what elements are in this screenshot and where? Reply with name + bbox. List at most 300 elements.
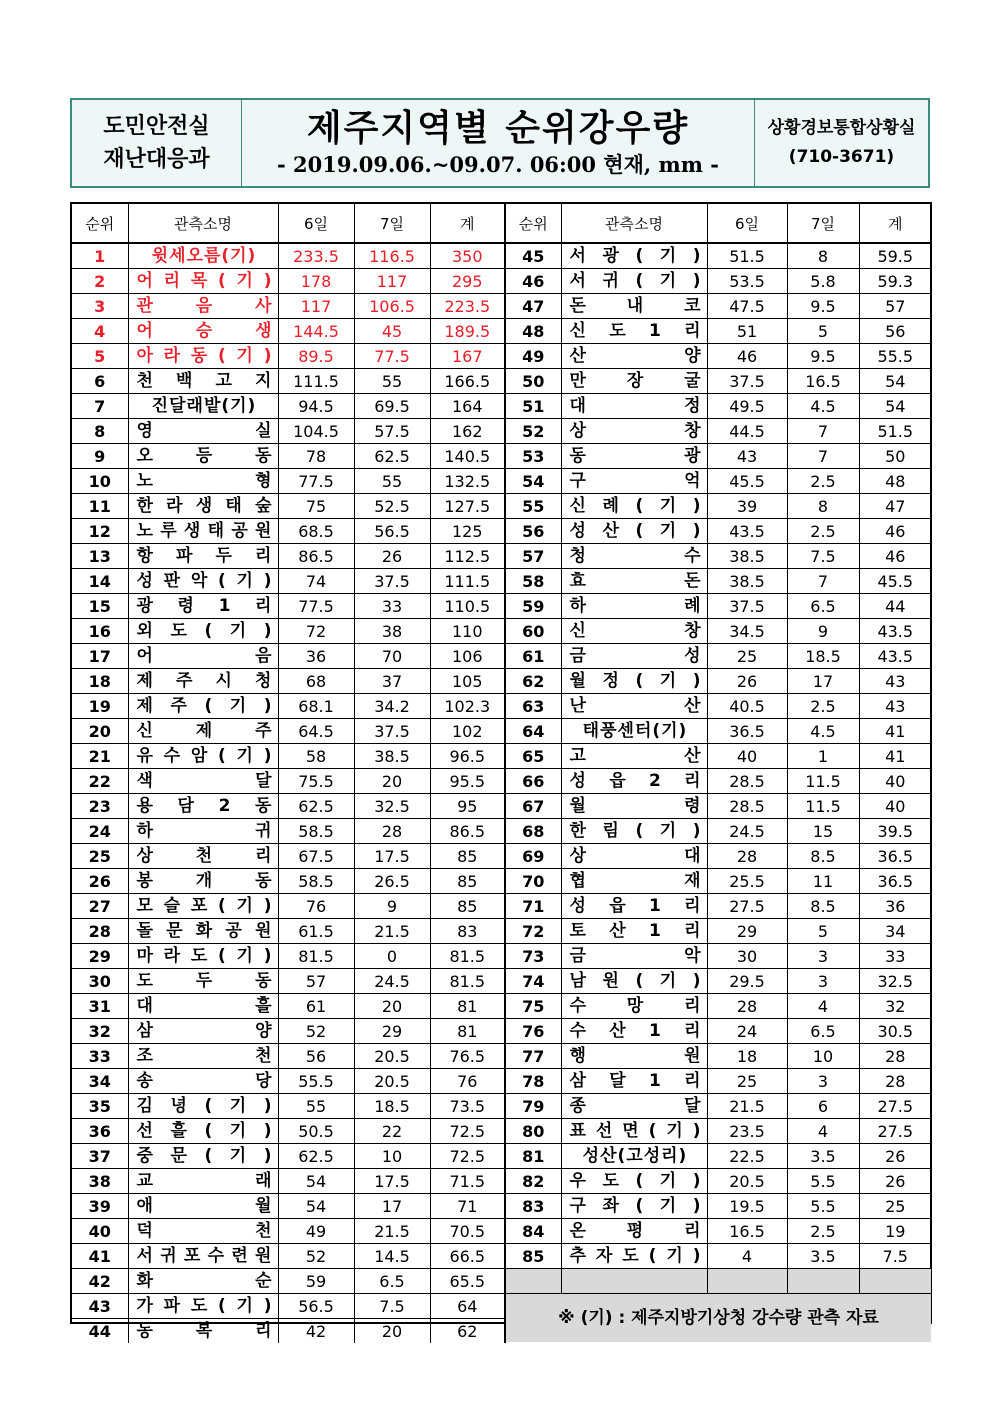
day6-value-cell: 72 xyxy=(278,619,354,644)
day7-value-cell: 7 xyxy=(787,569,859,594)
table-row xyxy=(72,1144,505,1169)
table-row xyxy=(72,569,505,594)
day6-value-cell: 34.5 xyxy=(707,619,787,644)
rank-cell: 44 xyxy=(72,1319,128,1344)
table-row xyxy=(72,1019,505,1044)
day6-value-cell: 38.5 xyxy=(707,569,787,594)
station-name-cell xyxy=(128,243,278,269)
station-name-cell xyxy=(128,619,278,644)
table-row xyxy=(72,619,505,644)
day6-value-cell: 62.5 xyxy=(278,794,354,819)
total-value-cell: 47 xyxy=(859,494,931,519)
blank-cell xyxy=(506,1269,561,1294)
day7-value-cell: 26.5 xyxy=(354,869,430,894)
day6-value-cell: 55.5 xyxy=(278,1069,354,1094)
day6-value-cell: 86.5 xyxy=(278,544,354,569)
day7-value-cell: 17 xyxy=(354,1194,430,1219)
table-row xyxy=(506,844,931,869)
day6-value-cell: 24 xyxy=(707,1019,787,1044)
station-name: 성산(고성리) xyxy=(582,1145,688,1166)
department-line1: 도민안전실 xyxy=(103,114,210,139)
station-name: 대 정 xyxy=(569,395,701,416)
rank-cell: 66 xyxy=(506,769,561,794)
station-name-cell xyxy=(128,344,278,369)
table-row xyxy=(506,1194,931,1219)
day6-value-cell: 54 xyxy=(278,1169,354,1194)
table-row xyxy=(506,869,931,894)
total-value-cell: 19 xyxy=(859,1219,931,1244)
station-name-cell xyxy=(561,794,707,819)
station-name-cell xyxy=(128,494,278,519)
station-name-cell xyxy=(128,319,278,344)
rank-cell: 73 xyxy=(506,944,561,969)
day6-value-cell: 77.5 xyxy=(278,469,354,494)
day7-value-cell: 2.5 xyxy=(787,519,859,544)
day7-value-cell: 10 xyxy=(787,1044,859,1069)
day7-value-cell: 21.5 xyxy=(354,919,430,944)
total-value-cell: 44 xyxy=(859,594,931,619)
station-name-cell xyxy=(561,1119,707,1144)
day7-value-cell: 38.5 xyxy=(354,744,430,769)
rank-cell: 12 xyxy=(72,519,128,544)
department-line2: 재난대응과 xyxy=(103,147,210,172)
total-value-cell: 127.5 xyxy=(430,494,505,519)
day6-value-cell: 56.5 xyxy=(278,1294,354,1319)
station-name: 금 악 xyxy=(569,945,701,966)
day6-value-cell: 45.5 xyxy=(707,469,787,494)
station-name: 돈 내 코 xyxy=(569,295,701,316)
rank-cell: 37 xyxy=(72,1144,128,1169)
total-value-cell: 81.5 xyxy=(430,969,505,994)
day7-value-cell: 2.5 xyxy=(787,1219,859,1244)
day7-value-cell: 0 xyxy=(354,944,430,969)
station-name: 신 창 xyxy=(569,620,701,641)
station-name-cell xyxy=(128,669,278,694)
table-row xyxy=(506,494,931,519)
day7-value-cell: 20 xyxy=(354,769,430,794)
station-name-cell xyxy=(561,1169,707,1194)
day7-value-cell: 7 xyxy=(787,444,859,469)
total-value-cell: 30.5 xyxy=(859,1019,931,1044)
day6-value-cell: 81.5 xyxy=(278,944,354,969)
station-name: 덕 천 xyxy=(136,1220,272,1241)
station-name-cell xyxy=(561,969,707,994)
station-name: 수 산 1 리 xyxy=(569,1020,701,1041)
day7-value-cell: 20.5 xyxy=(354,1044,430,1069)
column-header-station: 관측소명 xyxy=(561,204,707,243)
station-name: 제 주 시 청 xyxy=(136,670,272,691)
table-row xyxy=(72,1169,505,1194)
rank-cell: 17 xyxy=(72,644,128,669)
rank-cell: 18 xyxy=(72,669,128,694)
table-row xyxy=(506,544,931,569)
station-name: 마 라 도 ( 기 ) xyxy=(136,945,272,966)
day7-value-cell: 106.5 xyxy=(354,294,430,319)
day7-value-cell: 56.5 xyxy=(354,519,430,544)
rank-cell: 8 xyxy=(72,419,128,444)
day6-value-cell: 67.5 xyxy=(278,844,354,869)
day6-value-cell: 37.5 xyxy=(707,594,787,619)
station-name-cell xyxy=(128,719,278,744)
table-row xyxy=(72,444,505,469)
day6-value-cell: 40 xyxy=(707,744,787,769)
station-name: 김 녕 ( 기 ) xyxy=(136,1095,272,1116)
station-name: 효 돈 xyxy=(569,570,701,591)
day7-value-cell: 8 xyxy=(787,494,859,519)
table-row xyxy=(72,894,505,919)
day7-value-cell: 52.5 xyxy=(354,494,430,519)
column-header-station: 관측소명 xyxy=(128,204,278,243)
day7-value-cell: 34.2 xyxy=(354,694,430,719)
station-name-cell xyxy=(128,794,278,819)
table-row xyxy=(506,369,931,394)
column-header-rank: 순위 xyxy=(72,204,128,243)
table-row xyxy=(506,644,931,669)
day6-value-cell: 36 xyxy=(278,644,354,669)
day7-value-cell: 10 xyxy=(354,1144,430,1169)
total-value-cell: 102 xyxy=(430,719,505,744)
day7-value-cell: 3 xyxy=(787,944,859,969)
column-header-total: 계 xyxy=(859,204,931,243)
station-name: 상 대 xyxy=(569,845,701,866)
total-value-cell: 28 xyxy=(859,1069,931,1094)
table-row xyxy=(72,844,505,869)
total-value-cell: 45.5 xyxy=(859,569,931,594)
day6-value-cell: 49 xyxy=(278,1219,354,1244)
table-row xyxy=(72,869,505,894)
day7-value-cell: 4.5 xyxy=(787,394,859,419)
day6-value-cell: 28 xyxy=(707,844,787,869)
rank-cell: 14 xyxy=(72,569,128,594)
station-name: 동 복 리 xyxy=(136,1320,272,1341)
total-value-cell: 26 xyxy=(859,1144,931,1169)
station-name-cell xyxy=(561,1044,707,1069)
day7-value-cell: 4 xyxy=(787,1119,859,1144)
station-name: 하 례 xyxy=(569,595,701,616)
title-box xyxy=(242,100,755,186)
station-name: 노 형 xyxy=(136,470,272,491)
day6-value-cell: 56 xyxy=(278,1044,354,1069)
day6-value-cell: 75.5 xyxy=(278,769,354,794)
table-row xyxy=(506,894,931,919)
day6-value-cell: 43.5 xyxy=(707,519,787,544)
table-row xyxy=(506,944,931,969)
rainfall-table-left xyxy=(72,204,506,1343)
day6-value-cell: 61 xyxy=(278,994,354,1019)
column-header-day7: 7일 xyxy=(787,204,859,243)
total-value-cell: 43 xyxy=(859,669,931,694)
station-name: 대 흘 xyxy=(136,995,272,1016)
rank-cell: 53 xyxy=(506,444,561,469)
rank-cell: 46 xyxy=(506,269,561,294)
rank-cell: 20 xyxy=(72,719,128,744)
rank-cell: 35 xyxy=(72,1094,128,1119)
table-row xyxy=(72,1219,505,1244)
rank-cell: 57 xyxy=(506,544,561,569)
rank-cell: 7 xyxy=(72,394,128,419)
station-name: 한 라 생 태 숲 xyxy=(136,495,272,516)
day6-value-cell: 24.5 xyxy=(707,819,787,844)
station-name-cell xyxy=(561,894,707,919)
footnote-row xyxy=(506,1294,931,1343)
day6-value-cell: 53.5 xyxy=(707,269,787,294)
day7-value-cell: 38 xyxy=(354,619,430,644)
blank-cell xyxy=(859,1269,931,1294)
total-value-cell: 140.5 xyxy=(430,444,505,469)
table-row xyxy=(506,694,931,719)
day7-value-cell: 32.5 xyxy=(354,794,430,819)
station-name-cell xyxy=(561,394,707,419)
station-name-cell xyxy=(561,319,707,344)
day6-value-cell: 43 xyxy=(707,444,787,469)
rank-cell: 55 xyxy=(506,494,561,519)
table-row xyxy=(506,769,931,794)
total-value-cell: 76.5 xyxy=(430,1044,505,1069)
day7-value-cell: 6.5 xyxy=(354,1269,430,1294)
rank-cell: 11 xyxy=(72,494,128,519)
rank-cell: 56 xyxy=(506,519,561,544)
station-name: 구 좌 ( 기 ) xyxy=(569,1195,701,1216)
table-row xyxy=(72,469,505,494)
contact-box xyxy=(755,100,928,186)
rank-cell: 48 xyxy=(506,319,561,344)
column-header-day7: 7일 xyxy=(354,204,430,243)
day7-value-cell: 37.5 xyxy=(354,569,430,594)
table-row xyxy=(506,1219,931,1244)
column-header-day6: 6일 xyxy=(707,204,787,243)
station-name-cell xyxy=(128,869,278,894)
rank-cell: 67 xyxy=(506,794,561,819)
rank-cell: 84 xyxy=(506,1219,561,1244)
station-name: 종 달 xyxy=(569,1095,701,1116)
day7-value-cell: 9.5 xyxy=(787,344,859,369)
day6-value-cell: 28.5 xyxy=(707,794,787,819)
day6-value-cell: 52 xyxy=(278,1019,354,1044)
day7-value-cell: 5 xyxy=(787,319,859,344)
day7-value-cell: 26 xyxy=(354,544,430,569)
station-name-cell xyxy=(561,1194,707,1219)
day6-value-cell: 25.5 xyxy=(707,869,787,894)
station-name-cell xyxy=(128,1044,278,1069)
day6-value-cell: 16.5 xyxy=(707,1219,787,1244)
day6-value-cell: 178 xyxy=(278,269,354,294)
table-row xyxy=(506,1119,931,1144)
day6-value-cell: 42 xyxy=(278,1319,354,1344)
station-name: 청 수 xyxy=(569,545,701,566)
station-name-cell xyxy=(128,969,278,994)
day7-value-cell: 2.5 xyxy=(787,469,859,494)
day7-value-cell: 55 xyxy=(354,369,430,394)
station-name: 신 도 1 리 xyxy=(569,320,701,341)
station-name: 우 도 ( 기 ) xyxy=(569,1170,701,1191)
table-row xyxy=(506,969,931,994)
station-name-cell xyxy=(128,1019,278,1044)
total-value-cell: 95 xyxy=(430,794,505,819)
day7-value-cell: 6 xyxy=(787,1094,859,1119)
rank-cell: 6 xyxy=(72,369,128,394)
rank-cell: 70 xyxy=(506,869,561,894)
total-value-cell: 102.3 xyxy=(430,694,505,719)
station-name: 만 장 굴 xyxy=(569,370,701,391)
day6-value-cell: 18 xyxy=(707,1044,787,1069)
day7-value-cell: 69.5 xyxy=(354,394,430,419)
rank-cell: 24 xyxy=(72,819,128,844)
station-name: 외 도 ( 기 ) xyxy=(136,620,272,641)
station-name-cell xyxy=(561,344,707,369)
station-name-cell xyxy=(561,243,707,269)
day7-value-cell: 9 xyxy=(787,619,859,644)
station-name-cell xyxy=(561,569,707,594)
station-name: 윗세오름(기) xyxy=(151,245,257,266)
day7-value-cell: 5.5 xyxy=(787,1169,859,1194)
station-name: 성 읍 2 리 xyxy=(569,770,701,791)
total-value-cell: 43.5 xyxy=(859,619,931,644)
station-name: 고 산 xyxy=(569,745,701,766)
total-value-cell: 81 xyxy=(430,994,505,1019)
station-name: 영 실 xyxy=(136,420,272,441)
total-value-cell: 85 xyxy=(430,869,505,894)
rank-cell: 51 xyxy=(506,394,561,419)
rank-cell: 31 xyxy=(72,994,128,1019)
day6-value-cell: 111.5 xyxy=(278,369,354,394)
station-name-cell xyxy=(561,519,707,544)
station-name: 봉 개 동 xyxy=(136,870,272,891)
day6-value-cell: 117 xyxy=(278,294,354,319)
table-row xyxy=(72,419,505,444)
station-name-cell xyxy=(128,469,278,494)
day6-value-cell: 29.5 xyxy=(707,969,787,994)
day6-value-cell: 28.5 xyxy=(707,769,787,794)
rank-cell: 64 xyxy=(506,719,561,744)
rank-cell: 40 xyxy=(72,1219,128,1244)
station-name: 모 슬 포 ( 기 ) xyxy=(136,895,272,916)
day6-value-cell: 61.5 xyxy=(278,919,354,944)
station-name: 구 억 xyxy=(569,470,701,491)
table-row xyxy=(506,919,931,944)
table-row xyxy=(506,1019,931,1044)
day6-value-cell: 62.5 xyxy=(278,1144,354,1169)
day7-value-cell: 11.5 xyxy=(787,769,859,794)
rank-cell: 33 xyxy=(72,1044,128,1069)
total-value-cell: 48 xyxy=(859,469,931,494)
station-name-cell xyxy=(561,544,707,569)
station-name: 토 산 1 리 xyxy=(569,920,701,941)
station-name: 금 성 xyxy=(569,645,701,666)
total-value-cell: 189.5 xyxy=(430,319,505,344)
day7-value-cell: 20 xyxy=(354,1319,430,1344)
total-value-cell: 43 xyxy=(859,694,931,719)
day6-value-cell: 21.5 xyxy=(707,1094,787,1119)
station-name-cell xyxy=(561,469,707,494)
rank-cell: 43 xyxy=(72,1294,128,1319)
station-name-cell xyxy=(128,1119,278,1144)
table-row xyxy=(72,1269,505,1294)
day7-value-cell: 7.5 xyxy=(787,544,859,569)
day6-value-cell: 68.1 xyxy=(278,694,354,719)
day7-value-cell: 3 xyxy=(787,1069,859,1094)
station-name: 조 천 xyxy=(136,1045,272,1066)
total-value-cell: 25 xyxy=(859,1194,931,1219)
office-phone: (710-3671) xyxy=(788,147,895,167)
table-row xyxy=(506,669,931,694)
station-name: 월 정 ( 기 ) xyxy=(569,670,701,691)
total-value-cell: 71.5 xyxy=(430,1169,505,1194)
day6-value-cell: 55 xyxy=(278,1094,354,1119)
station-name-cell xyxy=(128,769,278,794)
day7-value-cell: 7 xyxy=(787,419,859,444)
station-name-cell xyxy=(128,744,278,769)
day6-value-cell: 20.5 xyxy=(707,1169,787,1194)
total-value-cell: 86.5 xyxy=(430,819,505,844)
table-row xyxy=(506,994,931,1019)
table-row xyxy=(72,1119,505,1144)
station-name: 제 주 ( 기 ) xyxy=(136,695,272,716)
station-name-cell xyxy=(128,544,278,569)
total-value-cell: 73.5 xyxy=(430,1094,505,1119)
table-row xyxy=(506,319,931,344)
day6-value-cell: 46 xyxy=(707,344,787,369)
day7-value-cell: 4 xyxy=(787,994,859,1019)
station-name: 어 리 목 ( 기 ) xyxy=(136,270,272,291)
station-name: 월 령 xyxy=(569,795,701,816)
total-value-cell: 110 xyxy=(430,619,505,644)
total-value-cell: 166.5 xyxy=(430,369,505,394)
total-value-cell: 96.5 xyxy=(430,744,505,769)
day7-value-cell: 15 xyxy=(787,819,859,844)
day7-value-cell: 11 xyxy=(787,869,859,894)
total-value-cell: 59.3 xyxy=(859,269,931,294)
table-row xyxy=(72,794,505,819)
total-value-cell: 105 xyxy=(430,669,505,694)
station-name-cell xyxy=(561,819,707,844)
rank-cell: 54 xyxy=(506,469,561,494)
day6-value-cell: 44.5 xyxy=(707,419,787,444)
station-name: 남 원 ( 기 ) xyxy=(569,970,701,991)
day6-value-cell: 19.5 xyxy=(707,1194,787,1219)
table-row xyxy=(72,544,505,569)
total-value-cell: 7.5 xyxy=(859,1244,931,1269)
station-name-cell xyxy=(128,1319,278,1344)
table-row xyxy=(506,569,931,594)
station-name: 어 승 생 xyxy=(136,320,272,341)
rank-cell: 1 xyxy=(72,243,128,269)
rank-cell: 4 xyxy=(72,319,128,344)
total-value-cell: 62 xyxy=(430,1319,505,1344)
rank-cell: 38 xyxy=(72,1169,128,1194)
day6-value-cell: 23.5 xyxy=(707,1119,787,1144)
rank-cell: 69 xyxy=(506,844,561,869)
station-name: 상 천 리 xyxy=(136,845,272,866)
table-row xyxy=(506,594,931,619)
day6-value-cell: 58.5 xyxy=(278,869,354,894)
table-row xyxy=(506,419,931,444)
station-name-cell xyxy=(128,1269,278,1294)
day7-value-cell: 11.5 xyxy=(787,794,859,819)
table-row xyxy=(506,243,931,269)
rank-cell: 22 xyxy=(72,769,128,794)
total-value-cell: 51.5 xyxy=(859,419,931,444)
station-name: 중 문 ( 기 ) xyxy=(136,1145,272,1166)
station-name: 진달래밭(기) xyxy=(151,395,257,416)
day7-value-cell: 17.5 xyxy=(354,844,430,869)
table-row xyxy=(72,944,505,969)
total-value-cell: 71 xyxy=(430,1194,505,1219)
rank-cell: 74 xyxy=(506,969,561,994)
blank-cell xyxy=(707,1269,787,1294)
station-name-cell xyxy=(128,294,278,319)
total-value-cell: 54 xyxy=(859,369,931,394)
day6-value-cell: 94.5 xyxy=(278,394,354,419)
